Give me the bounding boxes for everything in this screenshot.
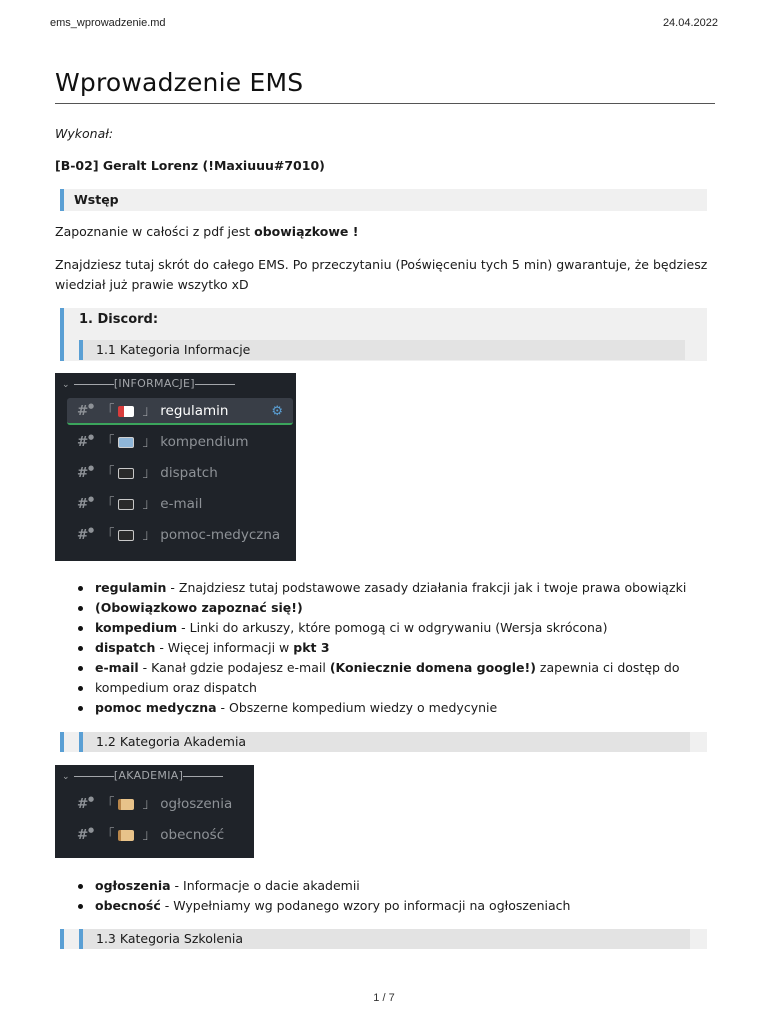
intro-paragraph-1 — [55, 222, 358, 242]
heading-discord: 1. Discord: — [79, 312, 159, 327]
scroll-icon — [118, 799, 134, 810]
heading-category-szkolenia-block — [60, 929, 707, 949]
list-akademia-channels — [77, 876, 570, 916]
heading-intro: Wstęp — [60, 189, 707, 211]
discord-channel-kompendium: # ● 「 」 kompendium — [67, 429, 249, 456]
discord-channel-ogloszenia: # ● 「 」 ogłoszenia — [67, 791, 232, 818]
list-item: ogłoszenia - Informacje o dacie akademii — [77, 876, 570, 896]
laptop-icon — [118, 468, 134, 479]
chevron-down-icon: ⌄ — [62, 772, 70, 782]
intro-paragraph-2-line1: Znajdziesz tutaj skrót do całego EMS. Po przeczytaniu (Poświęceniu tych 5 min) gwarantuje, że będziesz — [55, 257, 708, 272]
discord-channel-email: # ● 「 」 e-mail — [67, 491, 202, 518]
list-item: kompedium - Linki do arkuszy, które pomogą ci w odgrywaniu (Wersja skrócona) — [77, 618, 686, 638]
discord-screenshot-informacje — [55, 373, 296, 561]
discord-category-label: ⌄ [AKADEMIA] — [62, 769, 223, 782]
list-item: pomoc medyczna - Obszerne kompedium wiedzy o medycynie — [77, 698, 686, 718]
channel-hash-icon: # ● — [77, 795, 95, 812]
laptop-icon — [118, 499, 134, 510]
scroll-icon — [118, 830, 134, 841]
heading-category-szkolenia: 1.3 Kategoria Szkolenia — [83, 929, 690, 949]
list-info-channels — [77, 578, 686, 718]
channel-hash-icon: # ● — [77, 495, 95, 512]
book-icon — [118, 437, 134, 448]
list-item: regulamin - Znajdziesz tutaj podstawowe zasady działania frakcji jak i twoje prawa obowiązki — [77, 578, 686, 598]
author-label: Wykonał: — [55, 126, 114, 141]
list-item: dispatch - Więcej informacji w pkt 3 — [77, 638, 686, 658]
discord-channel-dispatch: # ● 「 」 dispatch — [67, 460, 218, 487]
page-number: 1 / 7 — [373, 992, 395, 1004]
channel-hash-icon: # ● — [77, 464, 95, 481]
channel-hash-icon: # ● — [77, 826, 95, 843]
discord-category-label: ⌄ [INFORMACJE] — [62, 377, 235, 390]
heading-category-akademia: 1.2 Kategoria Akademia — [83, 732, 690, 752]
gear-icon: ⚙ — [271, 404, 283, 419]
header-date: 24.04.2022 — [662, 17, 718, 29]
intro-emphasis: obowiązkowe ! — [254, 224, 359, 239]
list-item-continuation: kompedium oraz dispatch — [77, 678, 686, 698]
intro-text: Zapoznanie w całości z pdf jest — [55, 224, 255, 239]
channel-hash-icon: # ● — [77, 433, 95, 450]
page-title: Wprowadzenie EMS — [55, 68, 715, 104]
channel-hash-icon: # ● — [77, 526, 95, 543]
discord-screenshot-akademia — [55, 765, 254, 858]
author-name: [B-02] Geralt Lorenz (!Maxiuuu#7010) — [55, 158, 325, 173]
list-item: obecność - Wypełniamy wg podanego wzory po informacji na ogłoszeniach — [77, 896, 570, 916]
list-item-continuation: (Obowiązkowo zapoznać się!) — [77, 598, 686, 618]
header-filename: ems_wprowadzenie.md — [50, 17, 166, 29]
heading-category-info: 1.1 Kategoria Informacje — [79, 340, 685, 360]
intro-paragraph-2-line2: wiedział już prawie wszytko xD — [55, 277, 249, 292]
laptop-icon — [118, 530, 134, 541]
list-item: e-mail - Kanał gdzie podajesz e-mail (Koniecznie domena google!) zapewnia ci dostęp do — [77, 658, 686, 678]
discord-channel-obecnosc: # ● 「 」 obecność — [67, 822, 224, 849]
heading-category-akademia-block — [60, 732, 707, 752]
chevron-down-icon: ⌄ — [62, 380, 70, 390]
discord-channel-regulamin: # ● 「 」 regulamin ⚙ — [67, 398, 293, 425]
channel-hash-icon: # ● — [77, 402, 95, 419]
discord-channel-pomoc-medyczna: # ● 「 」 pomoc-medyczna — [67, 522, 280, 549]
megaphone-icon — [118, 406, 134, 417]
